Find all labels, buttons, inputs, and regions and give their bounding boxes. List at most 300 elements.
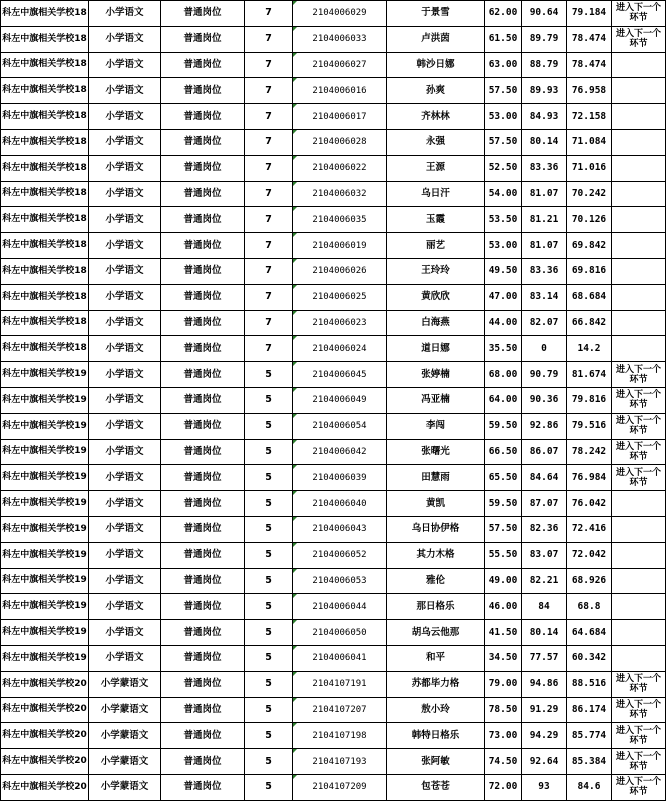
table-row [1, 181, 666, 207]
subject-cell: 小学语文 [89, 491, 161, 517]
table-row [1, 129, 666, 155]
ticket-number-cell: 2104006044 [293, 594, 387, 620]
post-type-cell: 普通岗位 [161, 568, 245, 594]
school-cell: 科左中旗相关学校19 [1, 413, 89, 439]
written-score-cell: 49.00 [485, 568, 522, 594]
note-cell [612, 181, 666, 207]
subject-cell: 小学语文 [89, 129, 161, 155]
candidate-name-cell: 卢洪茵 [387, 26, 485, 52]
candidate-name-cell: 乌日协伊格 [387, 516, 485, 542]
table-row [1, 774, 666, 800]
table-row [1, 233, 666, 259]
interview-score-cell: 80.14 [522, 620, 567, 646]
written-score-cell: 65.50 [485, 465, 522, 491]
post-type-cell: 普通岗位 [161, 387, 245, 413]
quota-cell: 7 [245, 129, 293, 155]
total-score-cell: 70.242 [567, 181, 612, 207]
school-cell: 科左中旗相关学校19 [1, 362, 89, 388]
ticket-number-cell: 2104006045 [293, 362, 387, 388]
quota-cell: 7 [245, 104, 293, 130]
ticket-number-cell: 2104006052 [293, 542, 387, 568]
ticket-number-cell: 2104006042 [293, 439, 387, 465]
school-cell: 科左中旗相关学校18 [1, 155, 89, 181]
written-score-cell: 72.00 [485, 774, 522, 800]
quota-cell: 5 [245, 387, 293, 413]
candidate-name-cell: 齐林林 [387, 104, 485, 130]
total-score-cell: 84.6 [567, 774, 612, 800]
post-type-cell: 普通岗位 [161, 542, 245, 568]
total-score-cell: 68.926 [567, 568, 612, 594]
school-cell: 科左中旗相关学校18 [1, 52, 89, 78]
post-type-cell: 普通岗位 [161, 1, 245, 27]
written-score-cell: 57.50 [485, 129, 522, 155]
ticket-number-cell: 2104006025 [293, 284, 387, 310]
note-cell [612, 104, 666, 130]
ticket-number-cell: 2104107198 [293, 723, 387, 749]
total-score-cell: 78.242 [567, 439, 612, 465]
written-score-cell: 78.50 [485, 697, 522, 723]
quota-cell: 5 [245, 723, 293, 749]
subject-cell: 小学语文 [89, 645, 161, 671]
ticket-number-cell: 2104006041 [293, 645, 387, 671]
note-cell: 进入下一个环节 [612, 465, 666, 491]
ticket-number-cell: 2104006040 [293, 491, 387, 517]
interview-score-cell: 84 [522, 594, 567, 620]
table-row [1, 671, 666, 697]
quota-cell: 5 [245, 594, 293, 620]
total-score-cell: 14.2 [567, 336, 612, 362]
total-score-cell: 69.816 [567, 258, 612, 284]
note-cell [612, 129, 666, 155]
written-score-cell: 61.50 [485, 26, 522, 52]
written-score-cell: 46.00 [485, 594, 522, 620]
post-type-cell: 普通岗位 [161, 233, 245, 259]
interview-score-cell: 0 [522, 336, 567, 362]
ticket-number-cell: 2104006026 [293, 258, 387, 284]
subject-cell: 小学语文 [89, 26, 161, 52]
ticket-number-cell: 2104006032 [293, 181, 387, 207]
quota-cell: 7 [245, 1, 293, 27]
post-type-cell: 普通岗位 [161, 749, 245, 775]
ticket-number-cell: 2104006017 [293, 104, 387, 130]
interview-score-cell: 77.57 [522, 645, 567, 671]
written-score-cell: 73.00 [485, 723, 522, 749]
table-row [1, 52, 666, 78]
note-cell [612, 516, 666, 542]
total-score-cell: 64.684 [567, 620, 612, 646]
school-cell: 科左中旗相关学校19 [1, 620, 89, 646]
school-cell: 科左中旗相关学校18 [1, 233, 89, 259]
quota-cell: 7 [245, 233, 293, 259]
written-score-cell: 68.00 [485, 362, 522, 388]
candidate-name-cell: 白海燕 [387, 310, 485, 336]
ticket-number-cell: 2104006049 [293, 387, 387, 413]
candidate-name-cell: 张阿敏 [387, 749, 485, 775]
candidate-name-cell: 孙爽 [387, 78, 485, 104]
interview-score-cell: 90.79 [522, 362, 567, 388]
post-type-cell: 普通岗位 [161, 52, 245, 78]
quota-cell: 5 [245, 697, 293, 723]
total-score-cell: 79.816 [567, 387, 612, 413]
table-row [1, 620, 666, 646]
school-cell: 科左中旗相关学校18 [1, 78, 89, 104]
quota-cell: 7 [245, 284, 293, 310]
candidate-name-cell: 包苍苍 [387, 774, 485, 800]
quota-cell: 5 [245, 620, 293, 646]
candidate-name-cell: 苏都毕力格 [387, 671, 485, 697]
total-score-cell: 76.984 [567, 465, 612, 491]
subject-cell: 小学语文 [89, 78, 161, 104]
post-type-cell: 普通岗位 [161, 413, 245, 439]
interview-score-cell: 81.07 [522, 233, 567, 259]
written-score-cell: 53.00 [485, 233, 522, 259]
note-cell: 进入下一个环节 [612, 671, 666, 697]
interview-score-cell: 87.07 [522, 491, 567, 517]
school-cell: 科左中旗相关学校18 [1, 104, 89, 130]
post-type-cell: 普通岗位 [161, 129, 245, 155]
school-cell: 科左中旗相关学校19 [1, 594, 89, 620]
note-cell [612, 645, 666, 671]
written-score-cell: 52.50 [485, 155, 522, 181]
post-type-cell: 普通岗位 [161, 284, 245, 310]
note-cell [612, 155, 666, 181]
school-cell: 科左中旗相关学校20 [1, 723, 89, 749]
school-cell: 科左中旗相关学校19 [1, 516, 89, 542]
written-score-cell: 47.00 [485, 284, 522, 310]
total-score-cell: 79.516 [567, 413, 612, 439]
ticket-number-cell: 2104006016 [293, 78, 387, 104]
ticket-number-cell: 2104107193 [293, 749, 387, 775]
note-cell: 进入下一个环节 [612, 413, 666, 439]
subject-cell: 小学语文 [89, 1, 161, 27]
post-type-cell: 普通岗位 [161, 723, 245, 749]
candidate-name-cell: 乌日汗 [387, 181, 485, 207]
candidate-name-cell: 和平 [387, 645, 485, 671]
total-score-cell: 69.842 [567, 233, 612, 259]
table-row [1, 542, 666, 568]
note-cell [612, 284, 666, 310]
interview-score-cell: 93 [522, 774, 567, 800]
total-score-cell: 76.042 [567, 491, 612, 517]
school-cell: 科左中旗相关学校18 [1, 26, 89, 52]
written-score-cell: 62.00 [485, 1, 522, 27]
ticket-number-cell: 2104006024 [293, 336, 387, 362]
candidate-name-cell: 李闯 [387, 413, 485, 439]
quota-cell: 7 [245, 310, 293, 336]
quota-cell: 7 [245, 78, 293, 104]
quota-cell: 5 [245, 645, 293, 671]
note-cell: 进入下一个环节 [612, 1, 666, 27]
interview-score-cell: 84.93 [522, 104, 567, 130]
total-score-cell: 78.474 [567, 52, 612, 78]
table-row [1, 336, 666, 362]
note-cell [612, 310, 666, 336]
post-type-cell: 普通岗位 [161, 516, 245, 542]
note-cell [612, 568, 666, 594]
interview-score-cell: 83.07 [522, 542, 567, 568]
note-cell: 进入下一个环节 [612, 362, 666, 388]
total-score-cell: 72.158 [567, 104, 612, 130]
ticket-number-cell: 2104006043 [293, 516, 387, 542]
interview-score-cell: 94.86 [522, 671, 567, 697]
interview-score-cell: 89.93 [522, 78, 567, 104]
written-score-cell: 64.00 [485, 387, 522, 413]
school-cell: 科左中旗相关学校18 [1, 207, 89, 233]
school-cell: 科左中旗相关学校19 [1, 465, 89, 491]
table-row [1, 491, 666, 517]
table-row [1, 26, 666, 52]
subject-cell: 小学语文 [89, 620, 161, 646]
quota-cell: 5 [245, 439, 293, 465]
ticket-number-cell: 2104006054 [293, 413, 387, 439]
written-score-cell: 41.50 [485, 620, 522, 646]
table-row [1, 749, 666, 775]
ticket-number-cell: 2104006027 [293, 52, 387, 78]
post-type-cell: 普通岗位 [161, 465, 245, 491]
table-row [1, 1, 666, 27]
candidate-name-cell: 于景雪 [387, 1, 485, 27]
note-cell: 进入下一个环节 [612, 723, 666, 749]
note-cell: 进入下一个环节 [612, 387, 666, 413]
interview-score-cell: 83.14 [522, 284, 567, 310]
post-type-cell: 普通岗位 [161, 594, 245, 620]
written-score-cell: 79.00 [485, 671, 522, 697]
quota-cell: 5 [245, 542, 293, 568]
school-cell: 科左中旗相关学校19 [1, 542, 89, 568]
quota-cell: 7 [245, 207, 293, 233]
note-cell [612, 491, 666, 517]
subject-cell: 小学语文 [89, 155, 161, 181]
school-cell: 科左中旗相关学校18 [1, 1, 89, 27]
quota-cell: 7 [245, 52, 293, 78]
interview-score-cell: 92.64 [522, 749, 567, 775]
candidate-name-cell: 胡乌云他那 [387, 620, 485, 646]
subject-cell: 小学语文 [89, 516, 161, 542]
candidate-name-cell: 黄欣欣 [387, 284, 485, 310]
total-score-cell: 86.174 [567, 697, 612, 723]
written-score-cell: 53.50 [485, 207, 522, 233]
written-score-cell: 74.50 [485, 749, 522, 775]
total-score-cell: 79.184 [567, 1, 612, 27]
table-row [1, 465, 666, 491]
candidate-name-cell: 韩特日格乐 [387, 723, 485, 749]
post-type-cell: 普通岗位 [161, 104, 245, 130]
total-score-cell: 85.774 [567, 723, 612, 749]
ticket-number-cell: 2104006019 [293, 233, 387, 259]
table-row [1, 207, 666, 233]
table-row [1, 284, 666, 310]
table-row [1, 78, 666, 104]
table-row [1, 310, 666, 336]
post-type-cell: 普通岗位 [161, 491, 245, 517]
ticket-number-cell: 2104006023 [293, 310, 387, 336]
subject-cell: 小学蒙语文 [89, 671, 161, 697]
school-cell: 科左中旗相关学校18 [1, 284, 89, 310]
quota-cell: 5 [245, 568, 293, 594]
candidate-name-cell: 张曙光 [387, 439, 485, 465]
school-cell: 科左中旗相关学校19 [1, 387, 89, 413]
interview-score-cell: 80.14 [522, 129, 567, 155]
interview-score-cell: 94.29 [522, 723, 567, 749]
total-score-cell: 81.674 [567, 362, 612, 388]
subject-cell: 小学语文 [89, 568, 161, 594]
interview-score-cell: 81.07 [522, 181, 567, 207]
table-row [1, 258, 666, 284]
post-type-cell: 普通岗位 [161, 645, 245, 671]
subject-cell: 小学语文 [89, 284, 161, 310]
note-cell [612, 336, 666, 362]
written-score-cell: 49.50 [485, 258, 522, 284]
school-cell: 科左中旗相关学校20 [1, 697, 89, 723]
table-row [1, 155, 666, 181]
written-score-cell: 66.50 [485, 439, 522, 465]
subject-cell: 小学语文 [89, 413, 161, 439]
written-score-cell: 34.50 [485, 645, 522, 671]
school-cell: 科左中旗相关学校19 [1, 645, 89, 671]
candidate-name-cell: 玉霞 [387, 207, 485, 233]
candidate-name-cell: 永强 [387, 129, 485, 155]
total-score-cell: 71.016 [567, 155, 612, 181]
subject-cell: 小学语文 [89, 439, 161, 465]
interview-score-cell: 90.64 [522, 1, 567, 27]
interview-score-cell: 90.36 [522, 387, 567, 413]
post-type-cell: 普通岗位 [161, 310, 245, 336]
post-type-cell: 普通岗位 [161, 258, 245, 284]
note-cell [612, 233, 666, 259]
note-cell [612, 78, 666, 104]
quota-cell: 5 [245, 491, 293, 517]
quota-cell: 7 [245, 258, 293, 284]
candidate-name-cell: 张婷楠 [387, 362, 485, 388]
post-type-cell: 普通岗位 [161, 207, 245, 233]
subject-cell: 小学语文 [89, 387, 161, 413]
interview-score-cell: 83.36 [522, 258, 567, 284]
quota-cell: 5 [245, 465, 293, 491]
subject-cell: 小学蒙语文 [89, 723, 161, 749]
table-body [1, 1, 666, 801]
written-score-cell: 59.50 [485, 491, 522, 517]
candidate-name-cell: 王玲玲 [387, 258, 485, 284]
note-cell: 进入下一个环节 [612, 774, 666, 800]
candidate-name-cell: 其力木格 [387, 542, 485, 568]
quota-cell: 5 [245, 362, 293, 388]
written-score-cell: 57.50 [485, 78, 522, 104]
interview-score-cell: 84.64 [522, 465, 567, 491]
candidate-name-cell: 田慧雨 [387, 465, 485, 491]
note-cell [612, 207, 666, 233]
interview-score-cell: 92.86 [522, 413, 567, 439]
quota-cell: 7 [245, 181, 293, 207]
note-cell: 进入下一个环节 [612, 697, 666, 723]
ticket-number-cell: 2104006033 [293, 26, 387, 52]
quota-cell: 5 [245, 413, 293, 439]
subject-cell: 小学蒙语文 [89, 697, 161, 723]
school-cell: 科左中旗相关学校18 [1, 181, 89, 207]
table-row [1, 413, 666, 439]
post-type-cell: 普通岗位 [161, 155, 245, 181]
total-score-cell: 68.8 [567, 594, 612, 620]
interview-score-cell: 86.07 [522, 439, 567, 465]
table-row [1, 516, 666, 542]
ticket-number-cell: 2104107209 [293, 774, 387, 800]
total-score-cell: 88.516 [567, 671, 612, 697]
table-row [1, 697, 666, 723]
written-score-cell: 55.50 [485, 542, 522, 568]
total-score-cell: 78.474 [567, 26, 612, 52]
ticket-number-cell: 2104107191 [293, 671, 387, 697]
total-score-cell: 72.042 [567, 542, 612, 568]
school-cell: 科左中旗相关学校20 [1, 774, 89, 800]
ticket-number-cell: 2104006022 [293, 155, 387, 181]
subject-cell: 小学语文 [89, 104, 161, 130]
note-cell: 进入下一个环节 [612, 749, 666, 775]
interview-score-cell: 82.36 [522, 516, 567, 542]
school-cell: 科左中旗相关学校20 [1, 749, 89, 775]
subject-cell: 小学语文 [89, 362, 161, 388]
candidate-name-cell: 道日娜 [387, 336, 485, 362]
written-score-cell: 53.00 [485, 104, 522, 130]
candidate-name-cell: 黄凯 [387, 491, 485, 517]
school-cell: 科左中旗相关学校18 [1, 129, 89, 155]
interview-score-cell: 83.36 [522, 155, 567, 181]
written-score-cell: 59.50 [485, 413, 522, 439]
written-score-cell: 63.00 [485, 52, 522, 78]
table-row [1, 362, 666, 388]
quota-cell: 5 [245, 774, 293, 800]
note-cell [612, 258, 666, 284]
table-row [1, 387, 666, 413]
total-score-cell: 60.342 [567, 645, 612, 671]
school-cell: 科左中旗相关学校20 [1, 671, 89, 697]
total-score-cell: 76.958 [567, 78, 612, 104]
interview-score-cell: 91.29 [522, 697, 567, 723]
note-cell [612, 594, 666, 620]
written-score-cell: 54.00 [485, 181, 522, 207]
ticket-number-cell: 2104107207 [293, 697, 387, 723]
ticket-number-cell: 2104006035 [293, 207, 387, 233]
quota-cell: 5 [245, 671, 293, 697]
total-score-cell: 71.084 [567, 129, 612, 155]
subject-cell: 小学语文 [89, 207, 161, 233]
quota-cell: 7 [245, 336, 293, 362]
total-score-cell: 66.842 [567, 310, 612, 336]
total-score-cell: 70.126 [567, 207, 612, 233]
school-cell: 科左中旗相关学校18 [1, 258, 89, 284]
ticket-number-cell: 2104006050 [293, 620, 387, 646]
note-cell: 进入下一个环节 [612, 439, 666, 465]
candidate-name-cell: 王源 [387, 155, 485, 181]
school-cell: 科左中旗相关学校19 [1, 491, 89, 517]
post-type-cell: 普通岗位 [161, 26, 245, 52]
candidate-name-cell: 韩沙日娜 [387, 52, 485, 78]
quota-cell: 7 [245, 26, 293, 52]
interview-score-cell: 88.79 [522, 52, 567, 78]
written-score-cell: 44.00 [485, 310, 522, 336]
post-type-cell: 普通岗位 [161, 336, 245, 362]
school-cell: 科左中旗相关学校19 [1, 568, 89, 594]
post-type-cell: 普通岗位 [161, 362, 245, 388]
candidate-name-cell: 丽艺 [387, 233, 485, 259]
school-cell: 科左中旗相关学校18 [1, 310, 89, 336]
interview-score-cell: 82.07 [522, 310, 567, 336]
table-row [1, 723, 666, 749]
note-cell: 进入下一个环节 [612, 26, 666, 52]
ticket-number-cell: 2104006053 [293, 568, 387, 594]
quota-cell: 5 [245, 516, 293, 542]
post-type-cell: 普通岗位 [161, 774, 245, 800]
table-row [1, 645, 666, 671]
candidate-name-cell: 敖小玲 [387, 697, 485, 723]
